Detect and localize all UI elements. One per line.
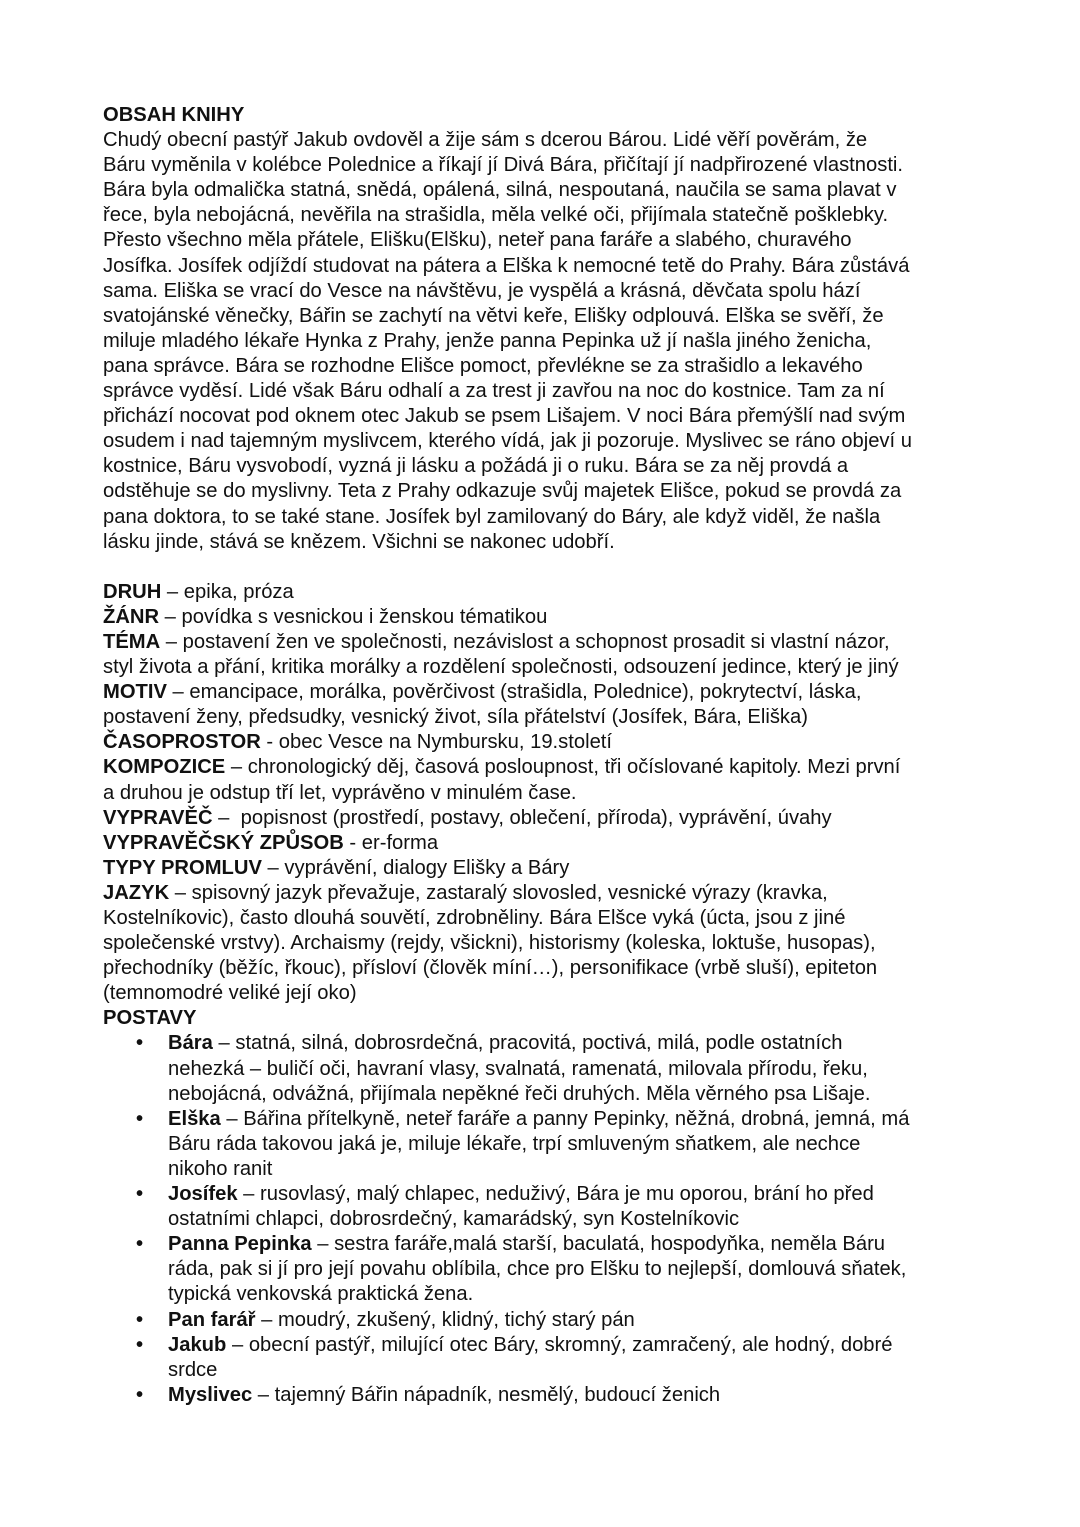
summary-line: miluje mladého lékaře Hynka z Prahy, jenže panna Pepinka už jí našla jiného ženicha,	[103, 329, 872, 352]
entry-text: vyprávění, dialogy Elišky a Báry	[284, 856, 570, 879]
character-description: tajemný Bářin nápadník, nesmělý, budoucí ženich	[274, 1383, 721, 1406]
entry-separator: –	[169, 881, 192, 904]
entry-label: VYPRAVĚČSKÝ ZPŮSOB	[103, 831, 344, 854]
summary-line: pana správce. Bára se rozhodne Elišce pomoct, převlékne se za strašidlo a lekavého	[103, 354, 863, 377]
entry-text: přechodníky (běžíc, řkouc), přísloví (člověk míní…), personifikace (vrbě sluší), epiteton	[103, 957, 878, 980]
character-name: Elška	[168, 1107, 221, 1130]
bullet-icon: •	[136, 1107, 144, 1130]
character-name: Josífek	[168, 1183, 238, 1206]
entry-separator: –	[252, 1383, 275, 1406]
entry-text: povídka s vesnickou i ženskou tématikou	[181, 605, 548, 628]
character-description: Báru ráda takovou jaká je, miluje lékaře, trpí smluveným sňatkem, ale nechce	[168, 1132, 861, 1155]
summary-line: Josífka. Josífek odjíždí studovat na pátera a Elška k nemocné tetě do Prahy. Bára zůstává	[103, 254, 910, 277]
character-item-myslivec	[103, 1383, 1003, 1408]
entry-text: styl života a přání, kritika morálky a rozdělení společnosti, odsouzení jedince, který je jiný	[103, 656, 899, 679]
entry-separator: -	[343, 831, 362, 854]
entry-separator: –	[225, 756, 248, 779]
bullet-icon: •	[136, 1383, 144, 1406]
analysis-entry-kompozice	[103, 755, 1003, 805]
analysis-entry-vypravec	[103, 806, 1003, 831]
entry-separator: –	[237, 1183, 261, 1206]
entry-text: a druhou je odstup tří let, vyprávěno v minulém čase.	[103, 781, 577, 804]
summary-line: osudem i nad tajemným myslivcem, kterého vídá, jak ji pozoruje. Myslivec se ráno objeví u	[103, 430, 912, 453]
character-description: ráda, pak si jí pro její povahu oblíbila, chce pro Elšku to nejlepší, domlouvá sňatek,	[168, 1258, 907, 1281]
bullet-icon: •	[136, 1032, 144, 1055]
character-description: nikoho ranit	[168, 1157, 273, 1180]
analysis-entry-casoprostor	[103, 730, 1003, 755]
character-description: nebojácná, odvážná, přijímala nepěkné řeči druhých. Měla věrného psa Lišaje.	[168, 1082, 871, 1105]
entry-separator: –	[220, 1107, 244, 1130]
character-description: moudrý, zkušený, klidný, tichý starý pán	[277, 1308, 635, 1331]
entry-separator: –	[255, 1308, 278, 1331]
summary-line: Báru vyměnila v kolébce Polednice a říkají jí Divá Bára, přičítají jí nadpřirozené vlastnosti.	[103, 154, 904, 177]
entry-text: er-forma	[361, 831, 439, 854]
summary-line: sama. Eliška se vrací do Vesce na návštěvu, je vyspělá a krásná, děvčata spolu hází	[103, 279, 861, 302]
character-item-panna-pepinka	[103, 1232, 1003, 1307]
document-page	[103, 103, 1003, 1408]
characters-heading: POSTAVY	[103, 1007, 197, 1030]
entry-label: VYPRAVĚČ	[103, 806, 213, 829]
entry-separator: –	[311, 1233, 335, 1256]
bullet-icon: •	[136, 1308, 144, 1331]
character-description: typická venkovská praktická žena.	[168, 1283, 474, 1306]
entry-separator: –	[212, 806, 241, 829]
summary-line: svatojánské věnečky, Bářin se zachytí na větvi keře, Elišky odplouvá. Elška se svěří, že	[103, 304, 884, 327]
entry-separator: –	[212, 1032, 236, 1055]
entry-label: ŽÁNR	[103, 605, 160, 628]
entry-label: DRUH	[103, 580, 162, 603]
summary-line: odstěhuje se do myslivny. Teta z Prahy odkazuje svůj majetek Elišce, pokud se provdá za	[103, 480, 902, 503]
analysis-entry-typy-promluv	[103, 856, 1003, 881]
entry-separator: –	[166, 681, 190, 704]
character-item-josifek	[103, 1182, 1003, 1232]
summary-body	[103, 128, 1003, 555]
character-description: srdce	[168, 1358, 218, 1381]
analysis-entry-tema	[103, 630, 1003, 680]
character-name: Jakub	[168, 1333, 227, 1356]
analysis-entry-vypravecsky-zpusob	[103, 831, 1003, 856]
entry-text: epika, próza	[183, 580, 294, 603]
summary-line: Přesto všechno měla přátele, Elišku(Elšku), neteř pana faráře a slabého, churavého	[103, 229, 852, 252]
character-name: Bára	[168, 1032, 213, 1055]
entry-separator: –	[159, 605, 182, 628]
character-item-pan-farar	[103, 1308, 1003, 1333]
summary-line: lásku jinde, stává se knězem. Všichni se nakonec udobří.	[103, 530, 615, 553]
character-description: Bářina přítelkyně, neteř faráře a panny Pepinky, něžná, drobná, jemná, má	[243, 1107, 910, 1130]
summary-line: kostnice, Báru vysvobodí, vyzná ji lásku a požádá ji o ruku. Bára se za něj provdá a	[103, 455, 849, 478]
summary-line: přichází nocovat pod oknem otec Jakub se psem Lišajem. V noci Bára přemýšlí nad svým	[103, 405, 906, 428]
summary-line: Bára byla odmalička statná, snědá, opálená, silná, nespoutaná, naučila se sama plavat v	[103, 179, 897, 202]
summary-line: řece, byla nebojácná, nevěřila na strašidla, měla velké oči, přijímala statečně pošklebky.	[103, 204, 889, 227]
entry-label: TYPY PROMLUV	[103, 856, 262, 879]
analysis-entry-jazyk	[103, 881, 1003, 1006]
entry-label: ČASOPROSTOR	[103, 731, 261, 754]
entry-separator: –	[160, 630, 183, 653]
summary-section	[103, 103, 1003, 555]
summary-line: Chudý obecní pastýř Jakub ovdověl a žije sám s dcerou Bárou. Lidé věří pověrám, že	[103, 129, 868, 152]
entry-text: emancipace, morálka, pověrčivost (strašidla, Polednice), pokrytectví, láska,	[189, 681, 862, 704]
analysis-entry-zanr	[103, 605, 1003, 630]
character-description: sestra faráře,malá starší, baculatá, hospodyňka, neměla Báru	[334, 1233, 886, 1256]
character-description: statná, silná, dobrosrdečná, pracovitá, poctivá, milá, podle ostatních	[235, 1032, 843, 1055]
spacer	[103, 555, 1003, 580]
characters-list	[103, 1031, 1003, 1407]
entry-text: spisovný jazyk převažuje, zastaralý slovosled, vesnické výrazy (kravka,	[191, 881, 828, 904]
character-description: obecní pastýř, milující otec Báry, skromný, zamračený, ale hodný, dobré	[248, 1333, 893, 1356]
bullet-icon: •	[136, 1333, 144, 1356]
entry-text: postavení ženy, předsudky, vesnický život, síla přátelství (Josífek, Bára, Eliška)	[103, 706, 808, 729]
character-item-bara	[103, 1031, 1003, 1106]
characters-section	[103, 1006, 1003, 1408]
analysis-section	[103, 580, 1003, 1007]
analysis-entry-druh	[103, 580, 1003, 605]
summary-heading: OBSAH KNIHY	[103, 104, 245, 126]
entry-label: MOTIV	[103, 681, 167, 704]
character-description: ostatními chlapci, dobrosrdečný, kamarádský, syn Kostelníkovic	[168, 1208, 740, 1231]
entry-text: společenské vrstvy). Archaismy (rejdy, všickni), historismy (koleska, loktuše, husopas),	[103, 932, 876, 955]
character-name: Myslivec	[168, 1383, 253, 1406]
entry-label: KOMPOZICE	[103, 756, 226, 779]
character-description: rusovlasý, malý chlapec, neduživý, Bára je mu oporou, brání ho před	[260, 1183, 874, 1206]
entry-label: TÉMA	[103, 630, 161, 653]
character-item-elska	[103, 1107, 1003, 1182]
character-description: nehezká – buličí oči, havraní vlasy, svalnatá, ramenatá, milovala přírodu, řeku,	[168, 1057, 868, 1080]
character-name: Panna Pepinka	[168, 1233, 312, 1256]
entry-separator: –	[226, 1333, 249, 1356]
entry-text: obec Vesce na Nymbursku, 19.století	[278, 731, 613, 754]
entry-text: Kostelníkovic), často dlouhá souvětí, zdrobněliny. Bára Elšce vyká (úcta, jsou z jiné	[103, 907, 846, 929]
entry-label: JAZYK	[103, 881, 170, 904]
analysis-entry-motiv	[103, 680, 1003, 730]
bullet-icon: •	[136, 1183, 144, 1206]
entry-text: chronologický děj, časová posloupnost, tři očíslované kapitoly. Mezi první	[247, 756, 901, 779]
entry-separator: –	[161, 580, 184, 603]
entry-separator: -	[260, 731, 279, 754]
entry-separator: –	[261, 856, 285, 879]
entry-text: (temnomodré veliké její oko)	[103, 982, 357, 1005]
character-item-jakub	[103, 1333, 1003, 1383]
bullet-icon: •	[136, 1233, 144, 1256]
entry-text: popisnost (prostředí, postavy, oblečení, příroda), vyprávění, úvahy	[240, 806, 832, 829]
character-name: Pan farář	[168, 1308, 256, 1331]
entry-text: postavení žen ve společnosti, nezávislost a schopnost prosadit si vlastní názor,	[182, 630, 890, 653]
summary-line: pana doktora, to se také stane. Josífek byl zamilovaný do Báry, ale když viděl, že našla	[103, 505, 881, 528]
summary-line: správce vyděsí. Lidé však Báru odhalí a za trest ji zavřou na noc do kostnice. Tam za ní	[103, 380, 885, 403]
